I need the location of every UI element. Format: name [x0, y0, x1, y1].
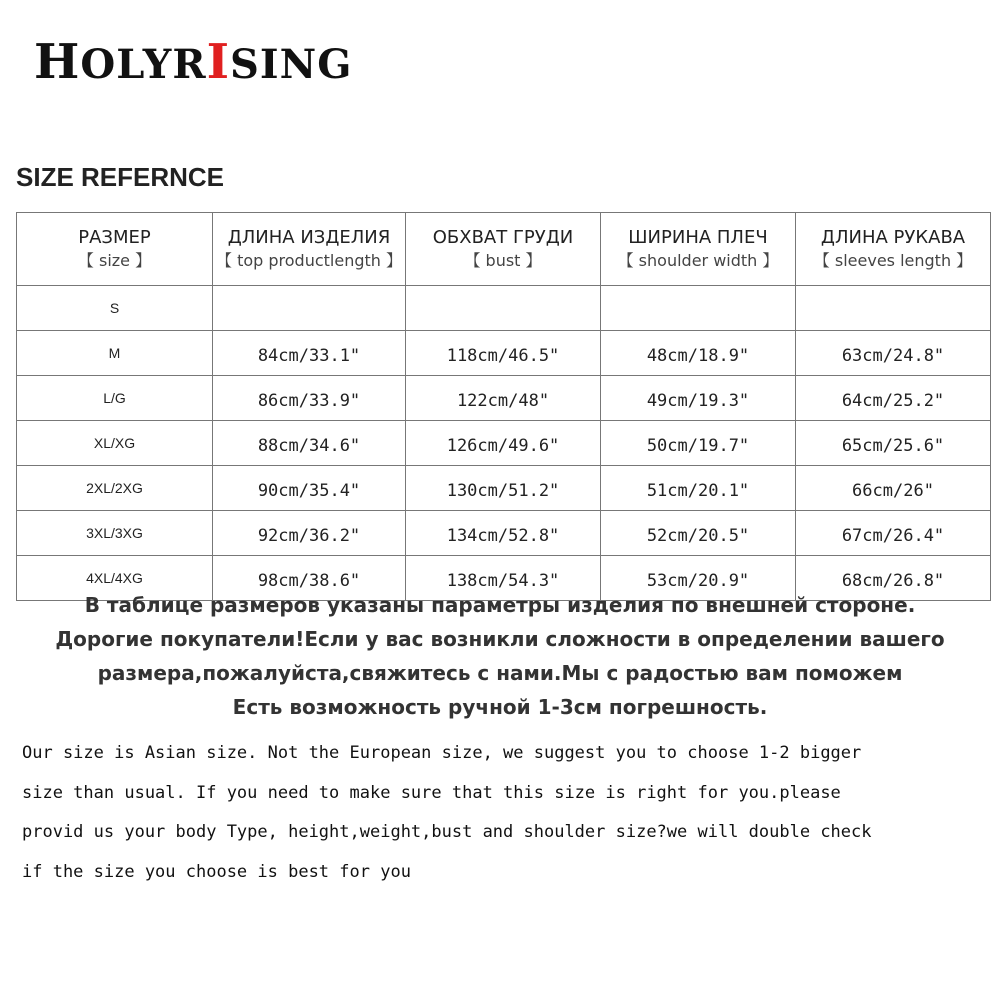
- length-cell: 92cm/36.2": [213, 511, 406, 556]
- bust-cell: 130cm/51.2": [406, 466, 601, 511]
- shoulder-cell: 52cm/20.5": [601, 511, 796, 556]
- russian-note-line: В таблице размеров указаны параметры изделия по внешней стороне.: [84, 593, 916, 617]
- sleeve-cell: 68cm/26.8": [796, 556, 991, 601]
- header-length-en: 【 top productlength 】: [215, 251, 403, 270]
- size-label-cell: M: [17, 331, 213, 376]
- russian-note-line: размера,пожалуйста,свяжитесь с нами.Мы с радостью вам поможем: [97, 661, 903, 685]
- size-table: [16, 212, 991, 601]
- length-cell: 84cm/33.1": [213, 331, 406, 376]
- bust-cell: 134cm/52.8": [406, 511, 601, 556]
- russian-note-line: Есть возможность ручной 1-3см погрешность.: [232, 695, 768, 719]
- shoulder-cell: 48cm/18.9": [601, 331, 796, 376]
- english-note-line: Our size is Asian size. Not the European size, we suggest you to choose 1-2 bigger: [22, 743, 862, 763]
- brand-logo: HOLYRISING: [34, 34, 353, 90]
- size-label-cell: L/G: [17, 376, 213, 421]
- length-cell: [213, 286, 406, 331]
- length-cell: 86cm/33.9": [213, 376, 406, 421]
- header-size: [17, 213, 213, 286]
- english-note: [22, 734, 982, 892]
- table-row: [17, 331, 991, 376]
- header-size-ru: РАЗМЕР: [78, 227, 151, 248]
- shoulder-cell: 51cm/20.1": [601, 466, 796, 511]
- table-row: [17, 421, 991, 466]
- sleeve-cell: 64cm/25.2": [796, 376, 991, 421]
- size-label-cell: 2XL/2XG: [17, 466, 213, 511]
- header-length: [213, 213, 406, 286]
- size-label-cell: 3XL/3XG: [17, 511, 213, 556]
- header-sleeve-ru: ДЛИНА РУКАВА: [820, 227, 966, 248]
- table-row: [17, 376, 991, 421]
- sleeve-cell: 67cm/26.4": [796, 511, 991, 556]
- english-note-line: provid us your body Type, height,weight,bust and shoulder size?we will double check: [22, 822, 872, 842]
- header-sleeve: [796, 213, 991, 286]
- bust-cell: [406, 286, 601, 331]
- length-cell: 90cm/35.4": [213, 466, 406, 511]
- sleeve-cell: 66cm/26": [796, 466, 991, 511]
- header-sleeve-en: 【 sleeves length 】: [813, 251, 973, 270]
- header-bust-en: 【 bust 】: [464, 251, 542, 270]
- header-shoulder-ru: ШИРИНА ПЛЕЧ: [628, 227, 768, 248]
- header-bust-ru: ОБХВАТ ГРУДИ: [432, 227, 574, 248]
- size-table-body: [17, 286, 991, 601]
- shoulder-cell: [601, 286, 796, 331]
- sleeve-cell: 63cm/24.8": [796, 331, 991, 376]
- length-cell: 88cm/34.6": [213, 421, 406, 466]
- table-header-row: [17, 213, 991, 286]
- table-row: [17, 286, 991, 331]
- shoulder-cell: 49cm/19.3": [601, 376, 796, 421]
- header-length-ru: ДЛИНА ИЗДЕЛИЯ: [227, 227, 391, 248]
- size-label-cell: 4XL/4XG: [17, 556, 213, 601]
- table-row: [17, 511, 991, 556]
- bust-cell: 138cm/54.3": [406, 556, 601, 601]
- bust-cell: 122cm/48": [406, 376, 601, 421]
- header-shoulder-en: 【 shoulder width 】: [617, 251, 779, 270]
- bust-cell: 118cm/46.5": [406, 331, 601, 376]
- russian-note-line: Дорогие покупатели!Если у вас возникли сложности в определении вашего: [55, 627, 945, 651]
- table-row: [17, 466, 991, 511]
- size-label-cell: S: [17, 286, 213, 331]
- english-note-line: if the size you choose is best for you: [22, 861, 411, 882]
- size-label-cell: XL/XG: [17, 421, 213, 466]
- length-cell: 98cm/38.6": [213, 556, 406, 601]
- sleeve-cell: [796, 286, 991, 331]
- shoulder-cell: 53cm/20.9": [601, 556, 796, 601]
- sleeve-cell: 65cm/25.6": [796, 421, 991, 466]
- header-shoulder: [601, 213, 796, 286]
- russian-note: [0, 588, 1000, 724]
- header-bust: [406, 213, 601, 286]
- shoulder-cell: 50cm/19.7": [601, 421, 796, 466]
- english-note-line: size than usual. If you need to make sure that this size is right for you.please: [22, 782, 841, 803]
- section-title: SIZE REFERNCE: [16, 162, 225, 192]
- bust-cell: 126cm/49.6": [406, 421, 601, 466]
- header-size-en: 【 size 】: [77, 251, 152, 270]
